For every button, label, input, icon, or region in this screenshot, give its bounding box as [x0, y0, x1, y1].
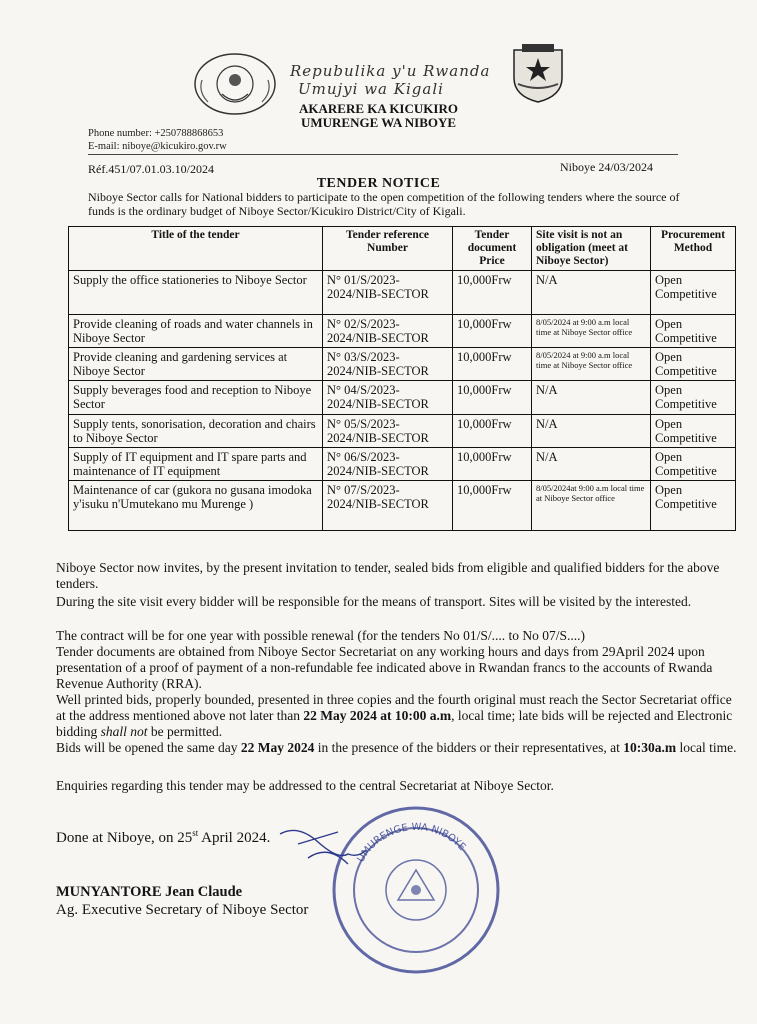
tender-title: Supply the office stationeries to Niboye Sector	[69, 271, 323, 315]
tender-ref: N° 07/S/2023-2024/NIB-SECTOR	[323, 481, 453, 531]
sector-name: UMURENGE WA NIBOYE	[300, 115, 457, 130]
table-row	[69, 481, 736, 531]
procurement-method: Open Competitive	[651, 271, 736, 315]
emphasis: shall not	[100, 724, 148, 739]
opening-text: Bids will be opened the same day	[56, 740, 241, 755]
procurement-method: Open Competitive	[651, 381, 736, 415]
done-text: Done at Niboye, on 25	[56, 830, 193, 846]
official-stamp	[326, 800, 506, 980]
invitation-paragraph: Niboye Sector now invites, by the present invitation to tender, sealed bids from eligible and qualified bidders for the above tenders.	[56, 560, 720, 591]
opening-paragraph	[56, 740, 741, 756]
kicukiro-district-logo	[508, 40, 568, 104]
site-visit: N/A	[532, 271, 651, 315]
submission-paragraph	[56, 692, 741, 740]
tender-ref: N° 06/S/2023-2024/NIB-SECTOR	[323, 448, 453, 481]
city-line: Umujyi wa Kigali	[298, 80, 444, 98]
tender-price: 10,000Frw	[453, 271, 532, 315]
site-visit: 8/05/2024at 9:00 a.m local time at Niboye Sector office	[532, 481, 651, 531]
procurement-method: Open Competitive	[651, 315, 736, 348]
column-header: Site visit is not an obligation (meet at Niboye Sector)	[532, 227, 651, 271]
table-row	[69, 448, 736, 481]
stamp-text: UMURENGE WA NIBOYE	[355, 821, 468, 865]
procurement-method: Open Competitive	[651, 415, 736, 448]
tender-price: 10,000Frw	[453, 481, 532, 531]
site-visit: N/A	[532, 415, 651, 448]
table-row	[69, 415, 736, 448]
opening-text: local time.	[676, 740, 737, 755]
tender-title: Supply of IT equipment and IT spare parts and maintenance of IT equipment	[69, 448, 323, 481]
site-visit: N/A	[532, 381, 651, 415]
table-row	[69, 271, 736, 315]
procurement-method: Open Competitive	[651, 348, 736, 381]
tender-table	[68, 226, 736, 531]
tender-price: 10,000Frw	[453, 348, 532, 381]
signatory-role: Ag. Executive Secretary of Niboye Sector	[56, 902, 309, 918]
tender-title: Provide cleaning and gardening services at Niboye Sector	[69, 348, 323, 381]
column-header: Tender reference Number	[323, 227, 453, 271]
documents-paragraph: Tender documents are obtained from Niboye Sector Secretariat on any working hours and days from 29April 2024 upon presentation of a proof of payment of a non-refundable fee indicated above in Rwandan francs to the accounts of Rwanda Revenue Authority (RRA).	[56, 644, 713, 691]
opening-time: 10:30a.m	[623, 740, 677, 755]
opening-date: 22 May 2024	[240, 740, 315, 755]
procurement-method: Open Competitive	[651, 448, 736, 481]
site-visit: N/A	[532, 448, 651, 481]
republic-line: Repubulika y'u Rwanda	[290, 62, 491, 80]
procurement-method: Open Competitive	[651, 481, 736, 531]
column-header: Tender document Price	[453, 227, 532, 271]
tender-ref: N° 02/S/2023-2024/NIB-SECTOR	[323, 315, 453, 348]
tender-ref: N° 01/S/2023-2024/NIB-SECTOR	[323, 271, 453, 315]
site-visit-paragraph: During the site visit every bidder will be responsible for the means of transport. Sites will be visited by the interested.	[56, 594, 692, 609]
tender-ref: N° 05/S/2023-2024/NIB-SECTOR	[323, 415, 453, 448]
district-name: AKARERE KA KICUKIRO	[299, 101, 458, 116]
submission-text: be permitted.	[147, 724, 223, 739]
submission-text: Well printed bids, properly bounded, presented in three copies and the fourth original must reach the Sector Secretariat office at the address mentioned above not later than	[56, 692, 732, 723]
tender-price: 10,000Frw	[453, 315, 532, 348]
submission-text: , local time; late bids will be rejected and Electronic bidding	[56, 708, 733, 739]
table-row	[69, 348, 736, 381]
notice-date: Niboye 24/03/2024	[560, 160, 653, 174]
tender-title: Supply beverages food and reception to Niboye Sector	[69, 381, 323, 415]
site-visit: 8/05/2024 at 9:00 a.m local time at Niboye Sector office	[532, 315, 651, 348]
done-text: April 2024.	[198, 830, 271, 846]
email-address: E-mail: niboye@kicukiro.gov.rw	[88, 141, 227, 152]
deadline: 22 May 2024 at 10:00 a.m	[303, 708, 452, 723]
tender-price: 10,000Frw	[453, 415, 532, 448]
tender-ref: N° 03/S/2023-2024/NIB-SECTOR	[323, 348, 453, 381]
tender-title: Provide cleaning of roads and water channels in Niboye Sector	[69, 315, 323, 348]
phone-number: Phone number: +250788868653	[88, 128, 224, 139]
page-title: TENDER NOTICE	[316, 176, 441, 191]
opening-text: in the presence of the bidders or their representatives, at	[314, 740, 624, 755]
contract-paragraph: The contract will be for one year with possible renewal (for the tenders No 01/S/.... to No 07/S....)	[56, 628, 585, 643]
tender-price: 10,000Frw	[453, 448, 532, 481]
done-ordinal: st	[192, 828, 199, 838]
signatory-name: MUNYANTORE Jean Claude	[56, 884, 243, 900]
column-header: Procurement Method	[651, 227, 736, 271]
table-row	[69, 315, 736, 348]
tender-ref: N° 04/S/2023-2024/NIB-SECTOR	[323, 381, 453, 415]
header-divider	[88, 154, 678, 155]
signature-place-date	[56, 828, 270, 847]
site-visit: 8/05/2024 at 9:00 a.m local time at Niboye Sector office	[532, 348, 651, 381]
enquiries-paragraph: Enquiries regarding this tender may be addressed to the central Secretariat at Niboye Sector.	[56, 778, 554, 793]
tender-title: Supply tents, sonorisation, decoration and chairs to Niboye Sector	[69, 415, 323, 448]
tender-price: 10,000Frw	[453, 381, 532, 415]
table-header-row	[69, 227, 736, 271]
intro-paragraph: Niboye Sector calls for National bidders to participate to the open competition of the following tenders where the source of funds is the ordinary budget of Niboye Sector/Kicukiro District/City of Kigali.	[88, 190, 680, 218]
reference-number: Réf.451/07.01.03.10/2024	[88, 162, 214, 176]
tender-title: Maintenance of car (gukora no gusana imodoka y'isuku n'Umutekano mu Murenge )	[69, 481, 323, 531]
table-row	[69, 381, 736, 415]
column-header: Title of the tender	[69, 227, 323, 271]
